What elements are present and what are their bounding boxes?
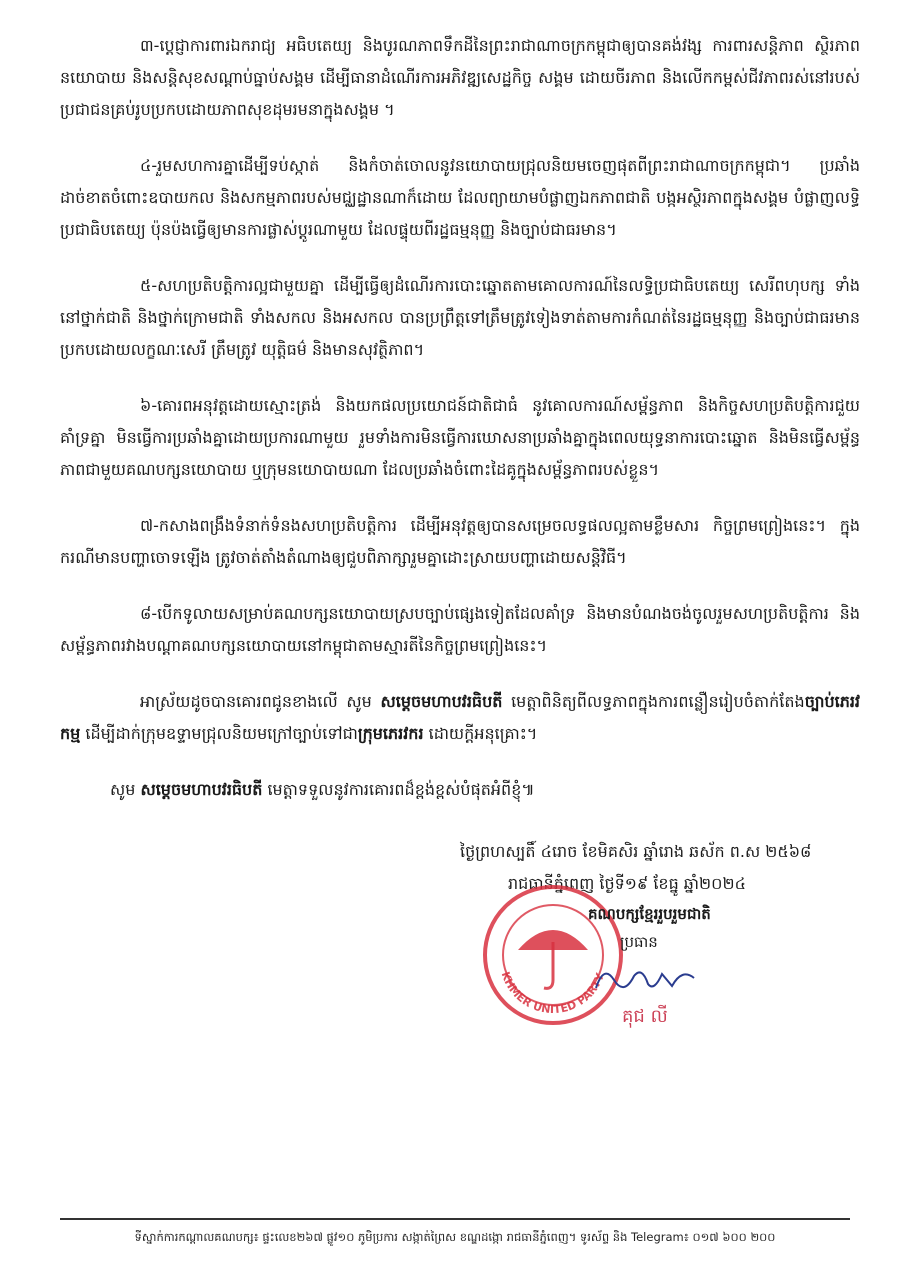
closing-paragraph [60, 774, 860, 806]
request-text-4: ដោយក្តីអនុគ្រោះ។ [423, 724, 538, 743]
request-law-name: ច្បាប់ភេរវកម្ម [60, 692, 860, 743]
handwritten-signature [590, 958, 700, 998]
clause-6: ៦-គោរពអនុវត្តដោយស្មោះត្រង់ និងយកផលប្រយោជន៍ជាតិជាធំ នូវគោលការណ៍សម្ព័ន្ធភាព និងកិច្ចសហប្រតិបត្តិការជួយគាំទ្រគ្នា មិនធ្វើការប្រឆាំងគ្នាដោយប្រការណាមួយ រួមទាំងការមិនធ្វើការឃោសនាប្រឆាំងគ្នាក្នុងពេលយុទ្ធនាការបោះឆ្នោត និងមិនធ្វើសម្ព័ន្ធភាពជាមួយគណបក្សនយោបាយ ឬក្រុមនយោបាយណា ដែលប្រឆាំងចំពោះដៃគូក្នុងសម្ព័ន្ធភាពរបស់ខ្លួន។ [60, 396, 860, 479]
request-paragraph [60, 686, 860, 750]
clause-5: ៥-សហប្រតិបត្តិការល្អជាមួយគ្នា ដើម្បីធ្វើឲ្យដំណើរការបោះឆ្នោតតាមគោលការណ៍នៃលទ្ធិប្រជាធិបតេយ្យ សេរីពហុបក្ស ទាំងនៅថ្នាក់ជាតិ និងថ្នាក់ក្រោមជាតិ ទាំងសកល និងអសកល បានប្រព្រឹត្តទៅត្រឹមត្រូវទៀងទាត់តាមការកំណត់នៃរដ្ឋធម្មនុញ្ញ និងច្បាប់ជាធរមាន ប្រកបដោយលក្ខណៈសេរី ត្រឹមត្រូវ យុត្តិធម៌ និងមានសុវត្ថិភាព។ [60, 276, 860, 359]
request-text-2: មេត្តាពិនិត្យពីលទ្ធភាពក្នុងការពន្លឿនរៀបចំតាក់តែង [502, 692, 805, 711]
signer-name: គុជ លី [622, 1006, 668, 1027]
seal-english-text: KHMER UNITED PARTY [498, 969, 607, 1017]
signer-title: ប្រធាន [620, 933, 658, 951]
closing-text-2: មេត្តាទទួលនូវការគោរពដ៏ខ្ពង់ខ្ពស់បំផុតអំពីខ្ញុំ៕ [262, 780, 535, 799]
closing-text-1: សូម [110, 780, 141, 799]
request-text-1: អាស្រ័យដូចបានគោរពជូនខាងលើ សូម [140, 692, 381, 711]
solar-date: រាជធានីភ្នំពេញ ថ្ងៃទី១៩ ខែធ្នូ ឆ្នាំ២០២៤ [508, 874, 746, 893]
lunar-date: ថ្ងៃព្រហស្បតិ៍ ៤រោច ខែមិគសិរ ឆ្នាំរោង ឆស័ក ព.ស ២៥៦៨ [460, 842, 812, 861]
letter-body [60, 30, 860, 806]
signer-party: គណបក្សខ្មែររួបរួមជាតិ [588, 905, 711, 923]
request-group-name: ក្រុមភេរវករ [357, 724, 424, 743]
request-addressee: សម្តេចមហាបវរធិបតី [380, 692, 503, 711]
closing-addressee: សម្តេចមហាបវរធិបតី [140, 780, 263, 799]
footer-divider [60, 1218, 850, 1220]
footer-address: ទីស្នាក់ការកណ្តាលគណបក្ស៖ ផ្ទះលេខ២៦៧ ផ្លូវ១០ ភូមិប្រការ សង្កាត់ព្រៃស ខណ្ឌដង្កោ រាជធានីភ្នំពេញ។ ទូរស័ព្ទ និង Telegram៖ ០១៧ ៦០០ ២០០ [134, 1230, 776, 1244]
clause-7: ៧-កសាងពង្រឹងទំនាក់ទំនងសហប្រតិបត្តិការ ដើម្បីអនុវត្តឲ្យបានសម្រេចលទ្ធផលល្អតាមខ្លឹមសារ កិច្ចព្រមព្រៀងនេះ។ ក្នុងករណីមានបញ្ហាចោទឡើង ត្រូវចាត់តាំងតំណាងឲ្យជួបពិភាក្សារួមគ្នាដោះស្រាយបញ្ហាដោយសន្តិវិធី។ [60, 516, 860, 567]
clause-4: ៤-រួមសហការគ្នាដើម្បីទប់ស្កាត់ និងកំចាត់ចោលនូវនយោបាយជ្រុលនិយមចេញផុតពីព្រះរាជាណាចក្រកម្ពុជា។ ប្រឆាំងដាច់ខាតចំពោះឧបាយកល និងសកម្មភាពរបស់មជ្ឈដ្ឋានណាក៏ដោយ ដែលព្យាយាមបំផ្លាញឯកភាពជាតិ បង្កអស្ថិរភាពក្នុងសង្គម បំផ្លាញលទ្ធិប្រជាធិបតេយ្យ ប៉ុនប៉ងធ្វើឲ្យមានការផ្លាស់ប្តូរណាមួយ ដែលផ្ទុយពីរដ្ឋធម្មនុញ្ញ និងច្បាប់ជាធរមាន។ [60, 156, 860, 239]
request-text-3: ដើម្បីដាក់ក្រុមឧទ្ទាមជ្រុលនិយមក្រៅច្បាប់ទៅជា [80, 724, 358, 743]
clause-3: ៣-ប្តេជ្ញាការពារឯករាជ្យ អធិបតេយ្យ និងបូរណភាពទឹកដីនៃព្រះរាជាណាចក្រកម្ពុជាឲ្យបានគង់វង្ស ការពារសន្តិភាព ស្ថិរភាពនយោបាយ និងសន្តិសុខសណ្តាប់ធ្នាប់សង្គម ដើម្បីធានាដំណើរការអភិវឌ្ឍសេដ្ឋកិច្ច សង្គម ដោយចីរភាព និងលើកកម្ពស់ជីវភាពរស់នៅរបស់ប្រជាជនគ្រប់រូបប្រកបដោយភាពសុខដុមរមនាក្នុងសង្គម ។ [60, 36, 860, 119]
signature-block [588, 900, 848, 956]
clause-8: ៨-បើកទូលាយសម្រាប់គណបក្សនយោបាយស្របច្បាប់ផ្សេងទៀតដែលគាំទ្រ និងមានបំណងចង់ចូលរួមសហប្រតិបត្តិការ និងសម្ព័ន្ធភាពរវាងបណ្តាគណបក្សនយោបាយនៅកម្ពុជាតាមស្មារតីនៃកិច្ចព្រមព្រៀងនេះ។ [60, 604, 860, 655]
